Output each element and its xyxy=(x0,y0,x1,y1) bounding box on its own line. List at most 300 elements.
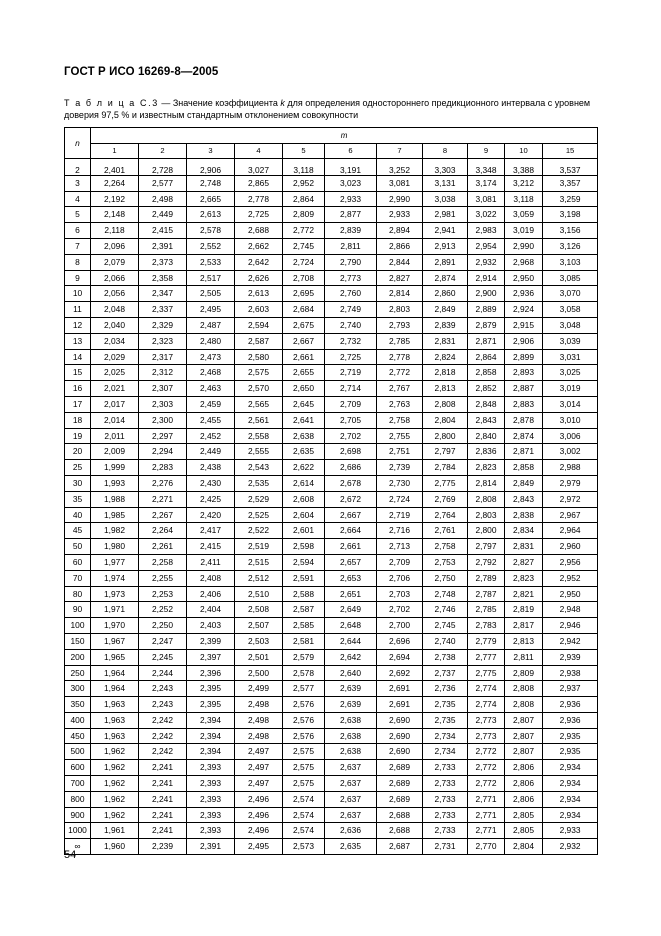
table-cell: 2,594 xyxy=(235,317,283,333)
table-cell: 2,300 xyxy=(139,412,187,428)
row-label-n: 25 xyxy=(65,460,91,476)
table-cell: 1,967 xyxy=(91,633,139,649)
table-cell: 2,871 xyxy=(505,444,543,460)
table-row xyxy=(65,712,598,728)
table-row xyxy=(65,254,598,270)
row-header-n: n xyxy=(65,128,91,159)
table-cell: 2,294 xyxy=(139,444,187,460)
row-label-n: 600 xyxy=(65,760,91,776)
table-cell: 1,970 xyxy=(91,618,139,634)
table-cell: 2,417 xyxy=(187,523,235,539)
table-cell: 2,913 xyxy=(423,238,468,254)
table-cell: 2,459 xyxy=(187,396,235,412)
column-header: 1 xyxy=(91,143,139,159)
table-cell: 2,724 xyxy=(377,491,423,507)
table-cell: 2,420 xyxy=(187,507,235,523)
table-cell: 2,914 xyxy=(468,270,505,286)
table-cell: 2,817 xyxy=(505,618,543,634)
table-cell: 2,860 xyxy=(423,286,468,302)
table-row xyxy=(65,760,598,776)
table-cell: 3,348 xyxy=(468,159,505,176)
table-cell: 2,934 xyxy=(543,807,598,823)
table-row xyxy=(65,444,598,460)
table-cell: 2,737 xyxy=(423,665,468,681)
column-header: 10 xyxy=(505,143,543,159)
table-cell: 2,950 xyxy=(543,586,598,602)
table-row xyxy=(65,175,598,191)
table-cell: 2,935 xyxy=(543,744,598,760)
table-cell: 2,639 xyxy=(325,697,377,713)
table-cell: 2,245 xyxy=(139,649,187,665)
table-cell: 2,844 xyxy=(377,254,423,270)
table-cell: 2,792 xyxy=(468,554,505,570)
table-cell: 2,455 xyxy=(187,412,235,428)
table-cell: 2,243 xyxy=(139,681,187,697)
table-cell: 2,241 xyxy=(139,776,187,792)
table-cell: 3,081 xyxy=(468,191,505,207)
table-cell: 2,834 xyxy=(505,523,543,539)
table-cell: 2,393 xyxy=(187,760,235,776)
table-cell: 2,664 xyxy=(325,523,377,539)
table-cell: 3,537 xyxy=(543,159,598,176)
table-cell: 2,809 xyxy=(283,207,325,223)
table-row xyxy=(65,554,598,570)
table-cell: 2,056 xyxy=(91,286,139,302)
row-label-n: 16 xyxy=(65,381,91,397)
row-label-n: 7 xyxy=(65,238,91,254)
table-cell: 2,779 xyxy=(468,633,505,649)
table-cell: 2,694 xyxy=(377,649,423,665)
table-cell: 2,936 xyxy=(543,697,598,713)
table-cell: 2,655 xyxy=(283,365,325,381)
table-cell: 2,805 xyxy=(505,823,543,839)
row-label-n: 900 xyxy=(65,807,91,823)
table-cell: 2,373 xyxy=(139,254,187,270)
table-cell: 2,785 xyxy=(377,333,423,349)
table-cell: 2,649 xyxy=(325,602,377,618)
table-row xyxy=(65,381,598,397)
table-cell: 2,935 xyxy=(543,728,598,744)
table-cell: 2,730 xyxy=(377,475,423,491)
table-cell: 2,675 xyxy=(283,317,325,333)
table-cell: 2,014 xyxy=(91,412,139,428)
table-cell: 2,843 xyxy=(505,491,543,507)
table-cell: 2,771 xyxy=(468,791,505,807)
table-cell: 2,498 xyxy=(235,712,283,728)
table-cell: 2,575 xyxy=(283,776,325,792)
table-cell: 2,603 xyxy=(235,302,283,318)
table-cell: 2,770 xyxy=(468,839,505,855)
caption-variable: k xyxy=(280,98,285,108)
table-cell: 2,258 xyxy=(139,554,187,570)
table-cell: 2,575 xyxy=(283,744,325,760)
table-cell: 2,393 xyxy=(187,823,235,839)
table-cell: 2,241 xyxy=(139,807,187,823)
table-cell: 2,746 xyxy=(423,602,468,618)
table-row xyxy=(65,191,598,207)
table-row xyxy=(65,807,598,823)
table-cell: 2,264 xyxy=(91,175,139,191)
table-cell: 2,496 xyxy=(235,823,283,839)
table-cell: 2,934 xyxy=(543,776,598,792)
table-cell: 2,690 xyxy=(377,728,423,744)
table-row xyxy=(65,791,598,807)
table-cell: 2,317 xyxy=(139,349,187,365)
table-cell: 2,696 xyxy=(377,633,423,649)
table-cell: 2,011 xyxy=(91,428,139,444)
table-cell: 2,865 xyxy=(235,175,283,191)
table-cell: 2,763 xyxy=(377,396,423,412)
table-cell: 2,641 xyxy=(283,412,325,428)
table-cell: 2,732 xyxy=(325,333,377,349)
table-cell: 2,192 xyxy=(91,191,139,207)
table-cell: 1,962 xyxy=(91,791,139,807)
table-cell: 2,811 xyxy=(325,238,377,254)
table-cell: 2,932 xyxy=(468,254,505,270)
table-cell: 2,933 xyxy=(543,823,598,839)
table-cell: 2,731 xyxy=(423,839,468,855)
table-cell: 2,864 xyxy=(468,349,505,365)
table-cell: 2,946 xyxy=(543,618,598,634)
table-cell: 2,239 xyxy=(139,839,187,855)
table-cell: 2,735 xyxy=(423,697,468,713)
table-row xyxy=(65,349,598,365)
table-cell: 2,823 xyxy=(505,570,543,586)
row-label-n: 40 xyxy=(65,507,91,523)
table-cell: 3,081 xyxy=(377,175,423,191)
table-cell: 2,700 xyxy=(377,618,423,634)
table-cell: 2,778 xyxy=(235,191,283,207)
table-cell: 2,009 xyxy=(91,444,139,460)
table-cell: 3,027 xyxy=(235,159,283,176)
table-cell: 2,988 xyxy=(543,460,598,476)
table-row xyxy=(65,744,598,760)
table-cell: 2,250 xyxy=(139,618,187,634)
table-cell: 2,858 xyxy=(468,365,505,381)
table-cell: 3,126 xyxy=(543,238,598,254)
table-cell: 3,131 xyxy=(423,175,468,191)
table-cell: 2,713 xyxy=(377,539,423,555)
table-cell: 2,503 xyxy=(235,633,283,649)
row-label-n: 15 xyxy=(65,365,91,381)
row-label-n: 6 xyxy=(65,223,91,239)
table-cell: 2,800 xyxy=(468,523,505,539)
table-cell: 2,021 xyxy=(91,381,139,397)
table-cell: 2,691 xyxy=(377,681,423,697)
table-cell: 2,499 xyxy=(235,681,283,697)
table-cell: 2,964 xyxy=(543,523,598,539)
table-cell: 2,276 xyxy=(139,475,187,491)
row-label-n: 19 xyxy=(65,428,91,444)
table-cell: 2,496 xyxy=(235,807,283,823)
table-row xyxy=(65,270,598,286)
table-cell: 2,396 xyxy=(187,665,235,681)
table-cell: 2,843 xyxy=(468,412,505,428)
table-cell: 2,803 xyxy=(377,302,423,318)
table-cell: 2,772 xyxy=(468,760,505,776)
table-cell: 2,561 xyxy=(235,412,283,428)
table-cell: 2,793 xyxy=(377,317,423,333)
table-cell: 2,800 xyxy=(423,428,468,444)
table-cell: 2,708 xyxy=(283,270,325,286)
row-label-n: 300 xyxy=(65,681,91,697)
table-cell: 2,096 xyxy=(91,238,139,254)
table-cell: 2,449 xyxy=(187,444,235,460)
table-cell: 2,552 xyxy=(187,238,235,254)
table-cell: 3,388 xyxy=(505,159,543,176)
table-cell: 2,558 xyxy=(235,428,283,444)
table-cell: 2,688 xyxy=(377,823,423,839)
table-cell: 2,577 xyxy=(283,681,325,697)
table-cell: 2,824 xyxy=(423,349,468,365)
table-cell: 2,967 xyxy=(543,507,598,523)
table-cell: 2,864 xyxy=(283,191,325,207)
table-cell: 1,964 xyxy=(91,665,139,681)
table-row xyxy=(65,365,598,381)
table-row xyxy=(65,728,598,744)
table-cell: 2,635 xyxy=(325,839,377,855)
table-row xyxy=(65,159,598,176)
coefficient-table xyxy=(64,127,598,855)
table-cell: 2,395 xyxy=(187,697,235,713)
table-cell: 3,103 xyxy=(543,254,598,270)
table-cell: 2,653 xyxy=(325,570,377,586)
table-cell: 2,283 xyxy=(139,460,187,476)
table-cell: 2,415 xyxy=(187,539,235,555)
table-cell: 2,406 xyxy=(187,586,235,602)
table-row xyxy=(65,207,598,223)
table-cell: 2,811 xyxy=(505,649,543,665)
table-cell: 2,789 xyxy=(468,570,505,586)
row-label-n: 50 xyxy=(65,539,91,555)
table-cell: 2,733 xyxy=(423,791,468,807)
table-cell: 2,806 xyxy=(505,791,543,807)
table-cell: 2,874 xyxy=(505,428,543,444)
table-row xyxy=(65,697,598,713)
table-cell: 2,667 xyxy=(283,333,325,349)
table-cell: 2,761 xyxy=(423,523,468,539)
table-cell: 2,797 xyxy=(468,539,505,555)
caption-rest: для определения одностороннего предикционного интервала с уровнем доверия 97,5 % и известным стандартным отклонением совокупности xyxy=(64,98,591,120)
table-cell: 2,575 xyxy=(283,760,325,776)
table-cell: 2,813 xyxy=(505,633,543,649)
table-cell: 2,029 xyxy=(91,349,139,365)
table-row xyxy=(65,302,598,318)
table-cell: 2,500 xyxy=(235,665,283,681)
table-cell: 2,242 xyxy=(139,744,187,760)
table-cell: 1,999 xyxy=(91,460,139,476)
table-cell: 3,025 xyxy=(543,365,598,381)
table-row xyxy=(65,428,598,444)
table-cell: 2,241 xyxy=(139,791,187,807)
table-cell: 2,797 xyxy=(423,444,468,460)
table-cell: 2,397 xyxy=(187,649,235,665)
row-label-n: 5 xyxy=(65,207,91,223)
table-row xyxy=(65,238,598,254)
table-cell: 2,804 xyxy=(423,412,468,428)
table-cell: 2,771 xyxy=(468,807,505,823)
table-cell: 2,938 xyxy=(543,665,598,681)
table-cell: 2,635 xyxy=(283,444,325,460)
table-cell: 2,639 xyxy=(325,681,377,697)
table-cell: 3,118 xyxy=(505,191,543,207)
table-cell: 3,357 xyxy=(543,175,598,191)
table-cell: 2,924 xyxy=(505,302,543,318)
table-cell: 2,394 xyxy=(187,728,235,744)
table-cell: 3,019 xyxy=(543,381,598,397)
table-cell: 2,580 xyxy=(235,349,283,365)
table-cell: 2,587 xyxy=(235,333,283,349)
table-cell: 2,738 xyxy=(423,649,468,665)
table-row xyxy=(65,523,598,539)
table-cell: 2,749 xyxy=(325,302,377,318)
row-label-n: 700 xyxy=(65,776,91,792)
table-cell: 2,807 xyxy=(505,744,543,760)
table-cell: 2,775 xyxy=(468,665,505,681)
column-header: 7 xyxy=(377,143,423,159)
table-cell: 2,498 xyxy=(235,728,283,744)
table-cell: 2,915 xyxy=(505,317,543,333)
table-cell: 2,411 xyxy=(187,554,235,570)
table-cell: 1,980 xyxy=(91,539,139,555)
table-cell: 2,734 xyxy=(423,744,468,760)
table-row xyxy=(65,333,598,349)
table-row xyxy=(65,539,598,555)
table-cell: 2,990 xyxy=(505,238,543,254)
row-label-n: 35 xyxy=(65,491,91,507)
column-header: 2 xyxy=(139,143,187,159)
table-cell: 2,891 xyxy=(423,254,468,270)
row-label-n: 30 xyxy=(65,475,91,491)
table-row xyxy=(65,681,598,697)
table-cell: 2,255 xyxy=(139,570,187,586)
table-cell: 2,773 xyxy=(325,270,377,286)
row-label-n: 350 xyxy=(65,697,91,713)
table-cell: 2,740 xyxy=(325,317,377,333)
table-cell: 2,034 xyxy=(91,333,139,349)
table-cell: 2,773 xyxy=(468,712,505,728)
table-cell: 3,022 xyxy=(468,207,505,223)
table-cell: 3,252 xyxy=(377,159,423,176)
table-cell: 2,823 xyxy=(468,460,505,476)
table-cell: 2,979 xyxy=(543,475,598,491)
table-cell: 2,748 xyxy=(187,175,235,191)
table-cell: 2,772 xyxy=(283,223,325,239)
table-row xyxy=(65,491,598,507)
table-cell: 3,048 xyxy=(543,317,598,333)
table-cell: 2,852 xyxy=(468,381,505,397)
table-cell: 2,836 xyxy=(468,444,505,460)
table-row xyxy=(65,586,598,602)
table-cell: 3,039 xyxy=(543,333,598,349)
table-cell: 3,118 xyxy=(283,159,325,176)
table-cell: 2,347 xyxy=(139,286,187,302)
caption-prefix: Т а б л и ц а С.3 xyxy=(64,98,159,108)
table-cell: 2,591 xyxy=(283,570,325,586)
table-cell: 2,264 xyxy=(139,523,187,539)
table-cell: 2,678 xyxy=(325,475,377,491)
table-cell: 2,764 xyxy=(423,507,468,523)
table-cell: 2,487 xyxy=(187,317,235,333)
table-cell: 2,695 xyxy=(283,286,325,302)
table-cell: 2,934 xyxy=(543,791,598,807)
table-cell: 2,785 xyxy=(468,602,505,618)
table-cell: 2,750 xyxy=(423,570,468,586)
table-cell: 2,391 xyxy=(187,839,235,855)
column-header: 9 xyxy=(468,143,505,159)
table-cell: 2,438 xyxy=(187,460,235,476)
table-cell: 3,191 xyxy=(325,159,377,176)
table-cell: 2,242 xyxy=(139,728,187,744)
table-cell: 2,767 xyxy=(377,381,423,397)
table-cell: 2,733 xyxy=(423,760,468,776)
table-cell: 2,827 xyxy=(505,554,543,570)
table-cell: 3,002 xyxy=(543,444,598,460)
table-cell: 1,962 xyxy=(91,807,139,823)
table-cell: 2,497 xyxy=(235,776,283,792)
table-cell: 2,497 xyxy=(235,760,283,776)
row-label-n: 18 xyxy=(65,412,91,428)
table-row xyxy=(65,460,598,476)
table-row xyxy=(65,665,598,681)
table-cell: 2,858 xyxy=(505,460,543,476)
table-cell: 2,480 xyxy=(187,333,235,349)
table-cell: 2,408 xyxy=(187,570,235,586)
table-cell: 2,665 xyxy=(187,191,235,207)
table-cell: 2,636 xyxy=(325,823,377,839)
row-label-n: 3 xyxy=(65,175,91,191)
table-cell: 2,638 xyxy=(283,428,325,444)
table-cell: 2,645 xyxy=(283,396,325,412)
table-cell: 2,430 xyxy=(187,475,235,491)
table-cell: 3,023 xyxy=(325,175,377,191)
row-label-n: 80 xyxy=(65,586,91,602)
table-cell: 2,808 xyxy=(468,491,505,507)
table-cell: 2,025 xyxy=(91,365,139,381)
table-cell: 2,613 xyxy=(187,207,235,223)
table-cell: 2,932 xyxy=(543,839,598,855)
row-label-n: 17 xyxy=(65,396,91,412)
column-header: 5 xyxy=(283,143,325,159)
table-cell: 3,303 xyxy=(423,159,468,176)
row-label-n: 1000 xyxy=(65,823,91,839)
table-cell: 2,899 xyxy=(505,349,543,365)
table-cell: 2,241 xyxy=(139,760,187,776)
table-cell: 3,038 xyxy=(423,191,468,207)
table-cell: 2,725 xyxy=(325,349,377,365)
table-cell: 2,498 xyxy=(235,697,283,713)
table-cell: 2,393 xyxy=(187,791,235,807)
table-cell: 2,771 xyxy=(468,823,505,839)
table-cell: 1,982 xyxy=(91,523,139,539)
table-cell: 2,703 xyxy=(377,586,423,602)
row-label-n: ∞ xyxy=(65,839,91,855)
table-cell: 2,608 xyxy=(283,491,325,507)
table-cell: 1,973 xyxy=(91,586,139,602)
table-cell: 2,576 xyxy=(283,728,325,744)
table-cell: 2,808 xyxy=(505,681,543,697)
table-cell: 2,933 xyxy=(377,207,423,223)
table-cell: 2,804 xyxy=(505,839,543,855)
table-cell: 3,085 xyxy=(543,270,598,286)
table-cell: 2,906 xyxy=(505,333,543,349)
table-cell: 2,252 xyxy=(139,602,187,618)
row-label-n: 11 xyxy=(65,302,91,318)
table-row xyxy=(65,286,598,302)
column-header: 6 xyxy=(325,143,377,159)
table-cell: 2,267 xyxy=(139,507,187,523)
table-cell: 2,736 xyxy=(423,681,468,697)
